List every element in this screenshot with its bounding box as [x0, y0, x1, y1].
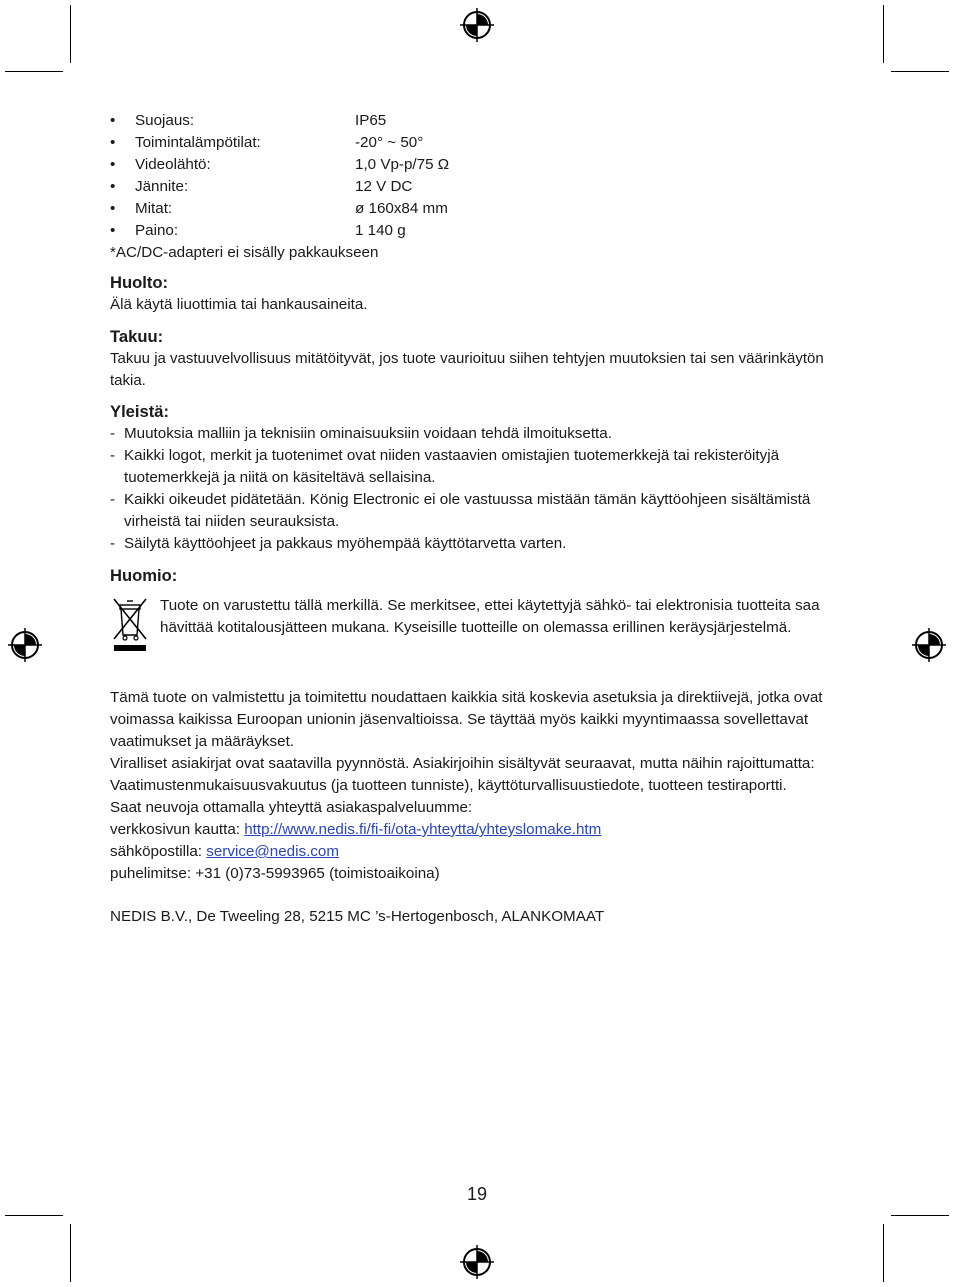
dash-marker: -	[110, 535, 116, 552]
crop-mark	[70, 5, 71, 63]
spec-value: IP65	[355, 112, 387, 129]
web-contact	[110, 819, 850, 841]
compliance-paragraph: Saat neuvoja ottamalla yhteyttä asiakaspalveluumme:	[110, 799, 473, 816]
page-number: 19	[466, 1184, 488, 1204]
spec-row	[110, 154, 850, 176]
section-heading-yleista: Yleistä:	[110, 402, 170, 421]
crop-mark	[883, 1224, 884, 1282]
section-heading-huomio: Huomio:	[110, 566, 178, 585]
section-heading-huolto: Huolto:	[110, 273, 169, 292]
spec-row	[110, 198, 850, 220]
bullet: •	[110, 134, 116, 151]
spec-label: Mitat:	[135, 200, 173, 217]
dash-marker: -	[110, 425, 116, 442]
list-item-text: Kaikki logot, merkit ja tuotenimet ovat niiden vastaavien omistajien tuotemerkkejä tai rekisteröityjä tuotemerkkejä ja niitä on käsiteltävä sellaisina.	[124, 447, 780, 486]
registration-mark-icon	[8, 628, 42, 662]
spec-value: 1,0 Vp-p/75 Ω	[355, 156, 450, 173]
bullet: •	[110, 178, 116, 195]
list-item-text: Kaikki oikeudet pidätetään. König Electronic ei ole vastuussa mistään tämän käyttöohjeen sisältämistä virheistä tai niiden seurauksista.	[124, 491, 811, 530]
email-label: sähköpostilla:	[110, 843, 207, 860]
crop-mark	[883, 5, 884, 63]
spec-label: Toimintalämpötilat:	[135, 134, 261, 151]
dash-marker: -	[110, 491, 116, 508]
spec-value: -20° ~ 50°	[355, 134, 424, 151]
compliance-paragraph: Tämä tuote on valmistettu ja toimitettu noudattaen kaikkia sitä koskevia asetuksia ja direktiivejä, jotka ovat voimassa kaikissa Euroopan unionin jäsenvaltioissa. Se täyttää myös kaikki myyntimaassa sovellettavat vaatimukset ja määräykset.	[110, 689, 823, 750]
adapter-note: *AC/DC-adapteri ei sisälly pakkaukseen	[110, 244, 379, 261]
takuu-text: Takuu ja vastuuvelvollisuus mitätöityvät, jos tuote vaurioituu siihen tehtyjen muutoksien tai sen väärinkäytön takia.	[110, 350, 824, 389]
web-label: verkkosivun kautta:	[110, 821, 245, 838]
spec-row	[110, 132, 850, 154]
bullet: •	[110, 200, 116, 217]
compliance-block	[110, 687, 850, 885]
bullet: •	[110, 156, 116, 173]
spec-row	[110, 176, 850, 198]
phone-contact: puhelimitse: +31 (0)73-5993965 (toimistoaikoina)	[110, 865, 440, 882]
spec-row	[110, 110, 850, 132]
yleista-list	[110, 423, 850, 555]
list-item	[110, 533, 850, 555]
crop-mark	[891, 1215, 949, 1216]
section-heading-takuu: Takuu:	[110, 327, 164, 346]
spec-value: ø 160x84 mm	[355, 200, 448, 217]
weee-notice	[110, 595, 850, 657]
spec-label: Suojaus:	[135, 112, 195, 129]
contact-form-link[interactable]: http://www.nedis.fi/fi-fi/ota-yhteytta/yhteyslomake.htm	[244, 821, 602, 838]
list-item	[110, 489, 850, 533]
crop-mark	[891, 71, 949, 72]
huomio-text: Tuote on varustettu tällä merkillä. Se merkitsee, ettei käytettyjä sähkö- tai elektronisia tuotteita saa hävittää kotitalousjätteen mukana. Kyseisille tuotteille on olemassa erillinen keräysjärjestelmä.	[160, 597, 820, 636]
registration-mark-icon	[460, 1245, 494, 1279]
list-item	[110, 423, 850, 445]
spec-list	[110, 110, 850, 242]
registration-mark-icon	[460, 8, 494, 42]
dash-marker: -	[110, 447, 116, 464]
list-item	[110, 445, 850, 489]
list-item-text: Muutoksia malliin ja teknisiin ominaisuuksiin voidaan tehdä ilmoituksetta.	[124, 425, 612, 442]
bullet: •	[110, 112, 116, 129]
registration-mark-icon	[912, 628, 946, 662]
spec-label: Videolähtö:	[135, 156, 211, 173]
spec-row	[110, 220, 850, 242]
huolto-text: Älä käytä liuottimia tai hankausaineita.	[110, 296, 368, 313]
email-link[interactable]: service@nedis.com	[206, 843, 339, 860]
spec-value: 1 140 g	[355, 222, 406, 239]
spec-value: 12 V DC	[355, 178, 413, 195]
crop-mark	[5, 1215, 63, 1216]
bullet: •	[110, 222, 116, 239]
company-address: NEDIS B.V., De Tweeling 28, 5215 MC ’s-Hertogenbosch, ALANKOMAAT	[110, 908, 605, 925]
crossed-out-bin-icon	[110, 595, 150, 657]
email-contact	[110, 841, 850, 863]
crop-mark	[70, 1224, 71, 1282]
compliance-paragraph: Viralliset asiakirjat ovat saatavilla pyynnöstä. Asiakirjoihin sisältyvät seuraavat, mutta näihin rajoittumatta: Vaatimustenmukaisuusvakuutus (ja tuotteen tunniste), käyttöturvallisuustiedote, tuotteen testiraportti.	[110, 755, 815, 794]
list-item-text: Säilytä käyttöohjeet ja pakkaus myöhempää käyttötarvetta varten.	[124, 535, 567, 552]
spec-label: Jännite:	[135, 178, 189, 195]
page-content	[110, 110, 850, 928]
spec-label: Paino:	[135, 222, 179, 239]
crop-mark	[5, 71, 63, 72]
